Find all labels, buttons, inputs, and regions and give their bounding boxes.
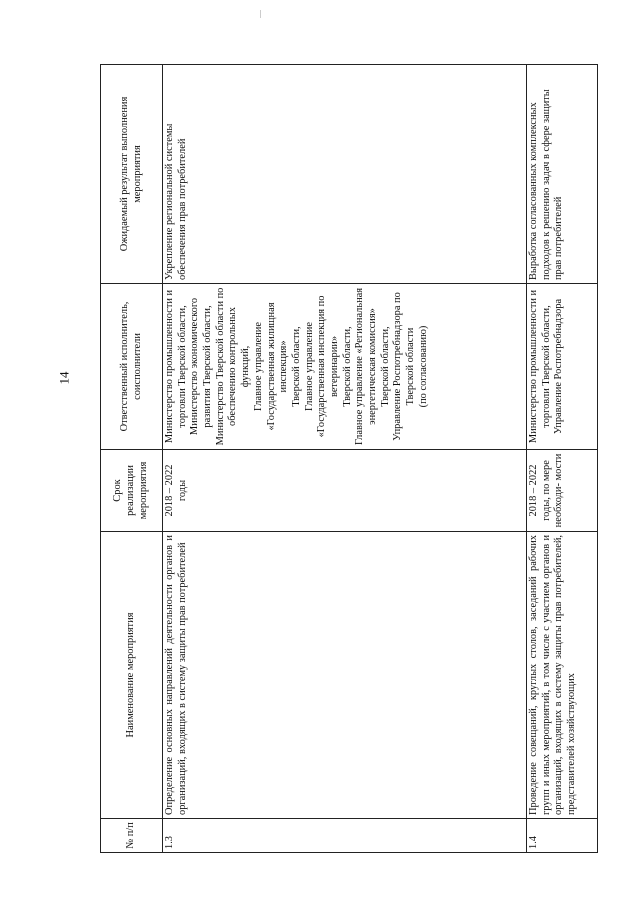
header-responsible: Ответственный исполнитель, соисполнители xyxy=(101,284,163,450)
row-responsible: Министерство промышленности и торговли Тверской области, Министерство экономического развития Тверской области, Министерство Тверской области по обеспечению контрольных функций, Главное управление «Государственная жилищная инспекция» Тверской области, Главное управление «Государственная инспекция по ветеринарии» Тверской области, Главное управление «Региональная энергетическая комиссия» Тверской области, Управление Роспотребнадзора по Тверской области (по согласованию) xyxy=(163,284,527,450)
page-number: 14 xyxy=(56,371,72,385)
rotated-table-container xyxy=(100,65,597,853)
row-num: 1.3 xyxy=(163,819,527,853)
header-result: Ожидаемый результат выполнения мероприятия xyxy=(101,65,163,284)
table-header-row xyxy=(101,65,163,853)
table-row xyxy=(527,65,598,853)
row-result: Укрепление региональной системы обеспечения прав потребителей xyxy=(163,65,527,284)
header-name: Наименование мероприятия xyxy=(101,532,163,819)
header-term: Срок реализации мероприятия xyxy=(101,450,163,532)
measures-table xyxy=(100,64,598,853)
row-term: 2018 – 2022 годы, по мере необходи- мости xyxy=(527,450,598,532)
row-name: Проведение совещаний, круглых столов, заседаний рабочих групп и иных мероприятий, в том числе с участием органов и организаций, входящих в систему защиты прав потребителей, представителей хозяйствующих xyxy=(527,532,598,819)
row-result: Выработка согласованных комплексных подходов к решению задач в сфере защиты прав потребителей xyxy=(527,65,598,284)
row-term: 2018 – 2022 годы xyxy=(163,450,527,532)
scan-artifact xyxy=(260,10,261,18)
header-num: № п/п xyxy=(101,819,163,853)
row-responsible: Министерство промышленности и торговли Тверской области, Управление Роспотребнадзора xyxy=(527,284,598,450)
table-row xyxy=(163,65,527,853)
row-num: 1.4 xyxy=(527,819,598,853)
row-name: Определение основных направлений деятельности органов и организаций, входящих в систему защиты прав потребителей xyxy=(163,532,527,819)
